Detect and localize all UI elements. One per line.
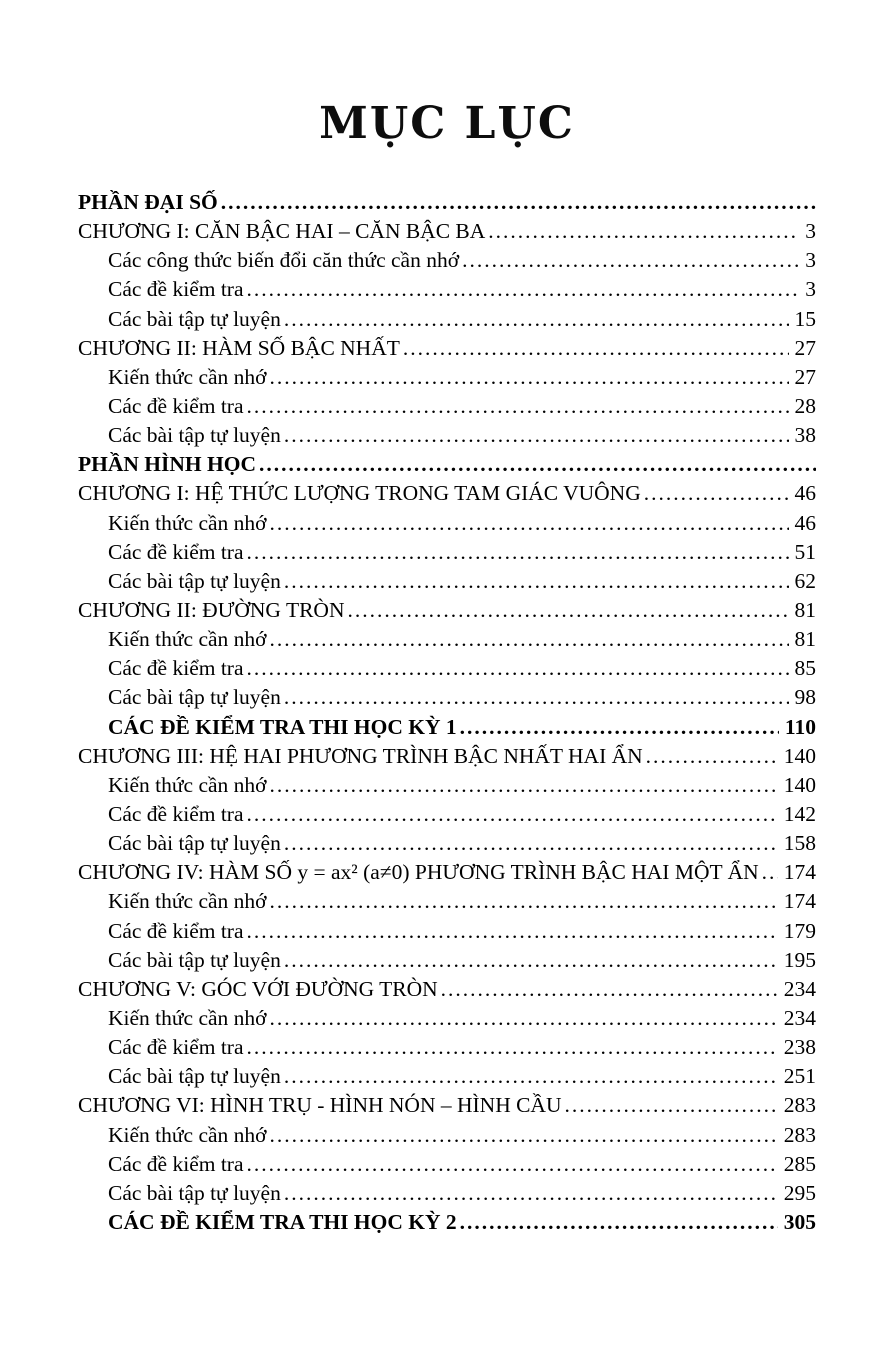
- toc-entry-label: CHƯƠNG II: HÀM SỐ BẬC NHẤT: [78, 335, 400, 360]
- toc-entry-label: Các bài tập tự luyện: [108, 947, 281, 972]
- toc-entry-label: Kiến thức cần nhớ: [108, 772, 267, 797]
- toc-entry: [78, 363, 816, 392]
- dot-leader: [281, 1179, 778, 1208]
- toc-entry-page: 46: [794, 510, 816, 535]
- toc-entry-page: 251: [783, 1064, 816, 1089]
- toc-entry-page: 38: [794, 423, 816, 448]
- toc-entry: [78, 1062, 816, 1091]
- toc-entry: [78, 713, 816, 742]
- toc-entry-label: Các đề kiểm tra: [108, 918, 244, 943]
- toc-entry-page: 158: [783, 831, 816, 856]
- toc-entry: [78, 246, 816, 275]
- toc-entry: [78, 596, 816, 625]
- dot-leader: [281, 421, 789, 450]
- dot-leader: [457, 1208, 778, 1237]
- toc-entry-page: 195: [783, 947, 816, 972]
- toc-entry: [78, 683, 816, 712]
- toc-entry-page: 28: [794, 393, 816, 418]
- toc-entry-label: PHẦN ĐẠI SỐ: [78, 190, 218, 214]
- dot-leader: [267, 1004, 778, 1033]
- toc-entry-page: 238: [783, 1035, 816, 1060]
- toc-entry-label: Các đề kiểm tra: [108, 656, 244, 681]
- toc-entry: [78, 946, 816, 975]
- toc-entry: [78, 975, 816, 1004]
- toc-entry-page: 98: [794, 685, 816, 710]
- toc-entry-label: CHƯƠNG II: ĐƯỜNG TRÒN: [78, 597, 345, 622]
- dot-leader: [256, 450, 816, 479]
- toc-entry-page: 3: [805, 248, 816, 273]
- toc-entry: [78, 1033, 816, 1062]
- toc-entry-page: 27: [794, 335, 816, 360]
- toc-entry: [78, 829, 816, 858]
- dot-leader: [267, 363, 789, 392]
- toc-entry-page: 179: [783, 918, 816, 943]
- toc-entry-label: CÁC ĐỀ KIỂM TRA THI HỌC KỲ 2: [108, 1209, 457, 1234]
- dot-leader: [267, 887, 778, 916]
- toc-entry-label: Các bài tập tự luyện: [108, 685, 281, 710]
- toc-entry: [78, 1121, 816, 1150]
- dot-leader: [244, 1033, 778, 1062]
- dot-leader: [244, 392, 789, 421]
- toc-entry-label: Các đề kiểm tra: [108, 277, 244, 302]
- dot-leader: [281, 829, 778, 858]
- toc-entry-page: 51: [794, 539, 816, 564]
- toc-entry-page: 140: [783, 772, 816, 797]
- toc-entry: [78, 1208, 816, 1237]
- toc-entry: [78, 917, 816, 946]
- toc-entry-page: 283: [783, 1122, 816, 1147]
- toc-entry: [78, 421, 816, 450]
- toc-entry-page: 46: [794, 481, 816, 506]
- toc-entry-page: 85: [794, 656, 816, 681]
- toc-entry: [78, 334, 816, 363]
- dot-leader: [457, 713, 779, 742]
- toc-entry-label: CHƯƠNG I: HỆ THỨC LƯỢNG TRONG TAM GIÁC VUÔNG: [78, 481, 641, 506]
- dot-leader: [267, 771, 778, 800]
- toc-entry-label: CHƯƠNG I: CĂN BẬC HAI – CĂN BẬC BA: [78, 219, 486, 244]
- toc-entry-label: Kiến thức cần nhớ: [108, 364, 267, 389]
- dot-leader: [641, 479, 789, 508]
- toc-entry-label: Các bài tập tự luyện: [108, 1180, 281, 1205]
- toc-entry-label: Các đề kiểm tra: [108, 801, 244, 826]
- dot-leader: [438, 975, 778, 1004]
- dot-leader: [244, 1150, 778, 1179]
- toc-entry-page: 27: [794, 364, 816, 389]
- toc-entry-page: 81: [794, 597, 816, 622]
- dot-leader: [562, 1091, 778, 1120]
- dot-leader: [244, 654, 789, 683]
- toc-entry-label: Kiến thức cần nhớ: [108, 510, 267, 535]
- toc-entry-page: 140: [783, 743, 816, 768]
- dot-leader: [218, 188, 816, 217]
- dot-leader: [281, 683, 789, 712]
- table-of-contents: [78, 188, 816, 1237]
- dot-leader: [281, 567, 789, 596]
- dot-leader: [244, 917, 778, 946]
- toc-entry-label: Kiến thức cần nhớ: [108, 1122, 267, 1147]
- toc-entry-label: Các công thức biến đổi căn thức cần nhớ: [108, 248, 460, 273]
- toc-entry-label: Các đề kiểm tra: [108, 393, 244, 418]
- toc-entry-page: 283: [783, 1093, 816, 1118]
- toc-entry-label: CHƯƠNG III: HỆ HAI PHƯƠNG TRÌNH BẬC NHẤT HAI ẨN: [78, 743, 643, 768]
- dot-leader: [244, 538, 789, 567]
- toc-entry-page: 234: [783, 1005, 816, 1030]
- toc-entry-page: 285: [783, 1151, 816, 1176]
- toc-entry: [78, 1004, 816, 1033]
- toc-entry: [78, 1179, 816, 1208]
- toc-entry: [78, 479, 816, 508]
- toc-entry-label: Các bài tập tự luyện: [108, 306, 281, 331]
- toc-entry-label: Các đề kiểm tra: [108, 1035, 244, 1060]
- dot-leader: [267, 509, 789, 538]
- toc-entry-page: 3: [805, 219, 816, 244]
- dot-leader: [643, 742, 778, 771]
- toc-entry-label: Các đề kiểm tra: [108, 539, 244, 564]
- toc-entry: [78, 654, 816, 683]
- toc-entry: [78, 771, 816, 800]
- dot-leader: [267, 625, 789, 654]
- dot-leader: [244, 275, 800, 304]
- toc-entry-label: CHƯƠNG V: GÓC VỚI ĐƯỜNG TRÒN: [78, 976, 438, 1001]
- toc-entry-page: 234: [783, 976, 816, 1001]
- toc-entry-label: Kiến thức cần nhớ: [108, 627, 267, 652]
- toc-entry-label: CHƯƠNG IV: HÀM SỐ y = ax² (a≠0) PHƯƠNG TRÌNH BẬC HAI MỘT ẨN: [78, 860, 759, 885]
- toc-entry-label: Các bài tập tự luyện: [108, 1064, 281, 1089]
- toc-entry: [78, 858, 816, 887]
- dot-leader: [244, 800, 778, 829]
- toc-entry-label: Các bài tập tự luyện: [108, 568, 281, 593]
- toc-entry: [78, 1091, 816, 1120]
- toc-entry-label: Kiến thức cần nhớ: [108, 889, 267, 914]
- toc-entry-page: 3: [805, 277, 816, 302]
- toc-entry: [78, 538, 816, 567]
- page-title: MỤC LỤC: [319, 98, 575, 149]
- toc-entry-page: 81: [794, 627, 816, 652]
- toc-entry-page: 62: [794, 568, 816, 593]
- toc-entry: [78, 509, 816, 538]
- toc-entry-label: Kiến thức cần nhớ: [108, 1005, 267, 1030]
- toc-entry: [78, 450, 816, 479]
- dot-leader: [400, 334, 789, 363]
- dot-leader: [759, 858, 778, 887]
- dot-leader: [459, 246, 799, 275]
- toc-entry-label: PHẦN HÌNH HỌC: [78, 452, 256, 477]
- toc-entry-page: 142: [783, 801, 816, 826]
- toc-entry: [78, 625, 816, 654]
- toc-entry: [78, 188, 816, 217]
- toc-entry: [78, 392, 816, 421]
- toc-entry: [78, 275, 816, 304]
- dot-leader: [281, 946, 778, 975]
- dot-leader: [344, 596, 788, 625]
- toc-entry-label: Các bài tập tự luyện: [108, 831, 281, 856]
- toc-entry-page: 174: [783, 889, 816, 914]
- toc-entry: [78, 217, 816, 246]
- toc-entry-page: 305: [783, 1209, 816, 1234]
- toc-entry-page: 174: [783, 860, 816, 885]
- dot-leader: [267, 1121, 778, 1150]
- toc-entry-page: 110: [784, 714, 816, 739]
- toc-entry-label: Các bài tập tự luyện: [108, 423, 281, 448]
- dot-leader: [281, 305, 789, 334]
- toc-entry-page: 15: [794, 306, 816, 331]
- dot-leader: [281, 1062, 778, 1091]
- toc-entry: [78, 305, 816, 334]
- toc-entry: [78, 887, 816, 916]
- toc-entry: [78, 567, 816, 596]
- toc-entry: [78, 742, 816, 771]
- dot-leader: [485, 217, 799, 246]
- toc-entry: [78, 800, 816, 829]
- toc-entry-page: 295: [783, 1180, 816, 1205]
- toc-entry-label: CÁC ĐỀ KIỂM TRA THI HỌC KỲ 1: [108, 714, 457, 739]
- toc-entry-label: CHƯƠNG VI: HÌNH TRỤ - HÌNH NÓN – HÌNH CẦU: [78, 1093, 562, 1118]
- toc-entry: [78, 1150, 816, 1179]
- toc-entry-label: Các đề kiểm tra: [108, 1151, 244, 1176]
